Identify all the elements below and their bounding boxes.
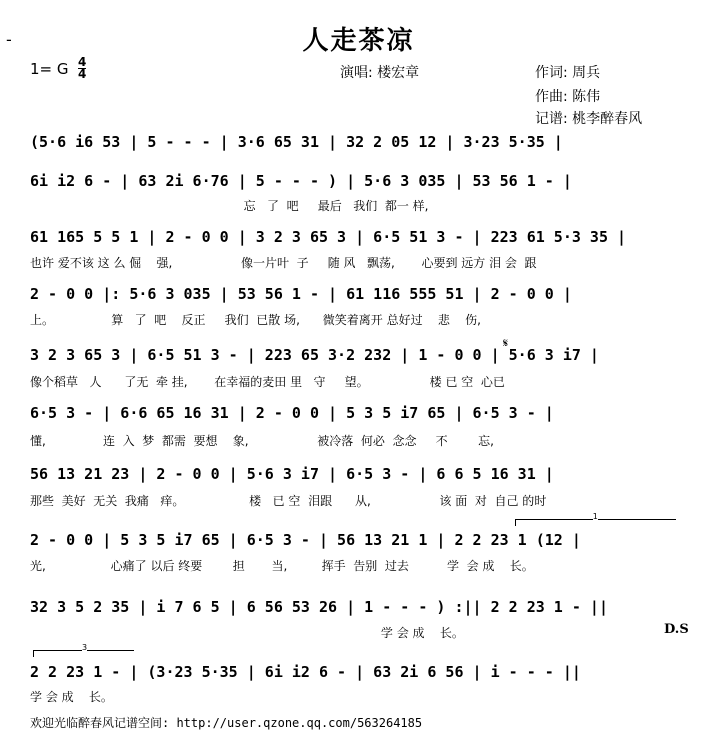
volta-number-3: 3 <box>82 643 88 652</box>
key-signature: 1= G <box>30 60 69 78</box>
notation-row-4: 2 - 0 0 |: 5·6 3 035 | 53 56 1 - | 61 116 555 51 | 2 - 0 0 | <box>30 285 572 303</box>
notation-row-6: 6·5 3 - | 6·6 65 16 31 | 2 - 0 0 | 5 3 5 i7 65 | 6·5 3 - | <box>30 404 554 422</box>
volta-bracket-3 <box>33 643 134 657</box>
notation-row-3: 61 165 5 5 1 | 2 - 0 0 | 3 2 3 65 3 | 6·5 51 3 - | 223 61 5·3 35 | <box>30 228 627 246</box>
notation-row-1: (5·6 i6 53 | 5 - - - | 3·6 65 31 | 32 2 05 12 | 3·23 5·35 | <box>30 133 563 151</box>
song-title: 人走茶凉 <box>302 26 415 56</box>
lyric-row-5: 像个稻草 人 了无 牵 挂, 在幸福的麦田 里 守 望。 楼 已 空 心已 <box>30 375 505 389</box>
lyric-row-9: 学 会 成 长。 <box>30 626 464 640</box>
lyric-row-4: 上。 算 了 吧 反正 我们 已散 场, 微笑着离开 总好过 悲 伤, <box>30 313 481 327</box>
meter-denominator: 4 <box>78 67 87 81</box>
volta-number-1: 1 <box>592 512 598 521</box>
notation-row-2: 6i i2 6 - | 63 2i 6·76 | 5 - - - ) | 5·6 3 035 | 53 56 1 - | <box>30 172 572 190</box>
time-signature <box>78 57 86 80</box>
notation-row-5: 3 2 3 65 3 | 6·5 51 3 - | 223 65 3·2 232 | 1 - 0 0 | 5·6 3 i7 | <box>30 346 599 364</box>
lyric-row-10: 学 会 成 长。 <box>30 690 113 704</box>
notation-row-9: 32 3 5 2 35 | i 7 6 5 | 6 56 53 26 | 1 - - - ) :|| 2 2 23 1 - || <box>30 598 608 616</box>
lyric-row-2: 忘 了 吧 最后 我们 都一 样, <box>30 199 429 213</box>
singer-credit: 演唱: 楼宏章 <box>340 65 420 81</box>
meter-numerator: 4 <box>78 55 87 69</box>
corner-dash: - <box>6 30 12 49</box>
notation-row-7: 56 13 21 23 | 2 - 0 0 | 5·6 3 i7 | 6·5 3 - | 6 6 5 16 31 | <box>30 465 554 483</box>
volta-bracket-1 <box>515 512 676 526</box>
lyric-row-3: 也许 爱不该 这 么 倔 强, 像一片叶 子 随 风 飘荡, 心要到 远方 泪 会 跟 <box>30 256 537 270</box>
lyric-row-6: 懂, 连 入 梦 都需 要想 象, 被冷落 何必 念念 不 忘, <box>30 434 494 448</box>
footer-link-text: 欢迎光临醉春风记谱空间: http://user.qzone.qq.com/563264185 <box>30 716 423 730</box>
segno-mark: 𝄋 <box>503 336 509 350</box>
transcriber-credit: 记谱: 桃李醉春风 <box>535 111 643 127</box>
lyricist-credit: 作词: 周兵 <box>535 65 601 81</box>
lyric-row-7: 那些 美好 无关 我痛 痒。 楼 已 空 泪跟 从, 该 面 对 自己 的时 <box>30 494 547 508</box>
notation-row-8: 2 - 0 0 | 5 3 5 i7 65 | 6·5 3 - | 56 13 21 1 | 2 2 23 1 (12 | <box>30 531 581 549</box>
notation-row-10: 2 2 23 1 - | (3·23 5·35 | 6i i2 6 - | 63 2i 6 56 | i - - - || <box>30 663 581 681</box>
ds-mark: D.S <box>664 622 689 637</box>
lyric-row-8: 光, 心痛了 以后 终要 担 当, 挥手 告别 过去 学 会 成 长。 <box>30 559 534 573</box>
composer-credit: 作曲: 陈伟 <box>535 89 601 105</box>
